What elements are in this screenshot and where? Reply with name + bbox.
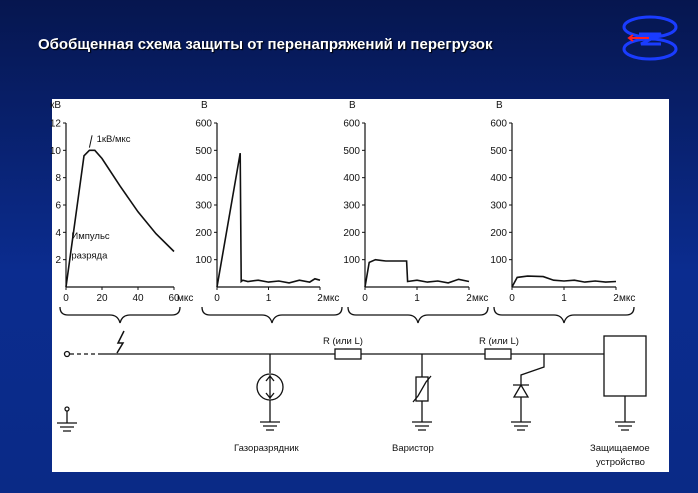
ground-icon-left [57,423,77,431]
x-tick-label: 0 [362,293,368,304]
gas-arrester-label: Газоразрядник [234,443,299,454]
y-axis-unit: кВ [50,100,62,111]
x-axis-unit: мкс [177,293,194,304]
y-tick-label: 500 [490,145,507,157]
annotation-slope: 1кВ/мкс [96,134,131,146]
x-tick-label: 0 [214,293,220,304]
x-tick-label: 2 [613,293,619,304]
y-tick-label: 100 [195,255,212,267]
chart-2 [195,100,339,304]
resistor-2-icon [485,349,511,359]
y-axis-unit: В [201,100,208,111]
x-tick-label: 60 [168,293,180,304]
resistor-1-label: R (или L) [323,336,363,347]
series-line [512,276,616,287]
page-title: Обобщенная схема защиты от перенапряжений и перегрузок [38,36,493,53]
y-tick-label: 12 [49,118,61,130]
y-tick-label: 400 [343,173,360,185]
x-axis-unit: мкс [619,293,636,304]
x-tick-label: 1 [414,293,420,304]
y-tick-label: 10 [49,145,61,157]
x-tick-label: 1 [265,293,272,304]
y-tick-label: 400 [490,173,507,185]
x-tick-label: 0 [509,293,515,304]
y-tick-label: 200 [343,227,360,239]
y-tick-label: 300 [195,200,212,212]
y-tick-label: 400 [195,173,212,185]
ground-icon-diode [511,422,531,430]
y-tick-label: 500 [195,145,212,157]
chart-4 [490,100,635,304]
y-tick-label: 300 [343,200,360,212]
chart-braces [60,307,634,323]
y-tick-label: 4 [55,227,61,239]
y-tick-label: 2 [55,255,61,267]
ground-icon-gas [260,422,280,430]
protected-device-label-1: Защищаемое [590,443,650,454]
gas-arrester-arrows [266,375,274,399]
brace-1 [60,307,180,323]
chart-1 [50,100,194,304]
diode-lead [521,354,544,385]
brace-3 [348,307,488,323]
y-tick-label: 200 [490,227,507,239]
x-tick-label: 2 [466,293,472,304]
x-axis-unit: мкс [472,293,489,304]
y-tick-label: 6 [55,200,61,212]
y-tick-label: 600 [343,118,360,130]
company-logo-icon [617,14,683,62]
charts-group [50,100,636,304]
varistor-label: Варистор [392,443,434,454]
ground-terminal-icon [65,407,69,411]
series-line [217,153,320,287]
series-line [365,260,469,287]
brace-2 [202,307,342,323]
input-terminal-icon [65,352,70,357]
chart-3 [343,100,488,304]
x-tick-label: 0 [63,293,69,304]
lightning-icon [117,331,124,353]
y-axis-unit: В [349,100,356,111]
y-tick-label: 200 [195,227,212,239]
diode-icon [513,385,529,397]
y-tick-label: 100 [343,255,360,267]
brace-4 [494,307,634,323]
y-tick-label: 100 [490,255,507,267]
x-axis-unit: мкс [323,293,340,304]
diagram-panel [49,99,669,472]
ground-icon-device [615,422,635,430]
y-tick-label: 300 [490,200,507,212]
x-tick-label: 20 [96,293,108,304]
y-tick-label: 500 [343,145,360,157]
protection-diagram [49,99,669,472]
protected-device-label-2: устройство [596,457,645,468]
protected-device-icon [604,336,646,396]
circuit-labels [234,336,650,468]
x-tick-label: 1 [561,293,567,304]
resistor-2-label: R (или L) [479,336,519,347]
annotation-discharge: разряда [71,250,108,262]
y-tick-label: 600 [490,118,507,130]
x-tick-label: 40 [132,293,144,304]
y-tick-label: 8 [55,173,61,185]
x-tick-label: 2 [317,293,323,304]
ground-icon-varistor [412,422,432,430]
annotation-impulse: Импульс [71,231,110,243]
resistor-1-icon [335,349,361,359]
series-line [66,150,174,287]
y-tick-label: 600 [195,118,212,130]
y-axis-unit: В [496,100,503,111]
annotation-slope-marker [89,135,92,147]
